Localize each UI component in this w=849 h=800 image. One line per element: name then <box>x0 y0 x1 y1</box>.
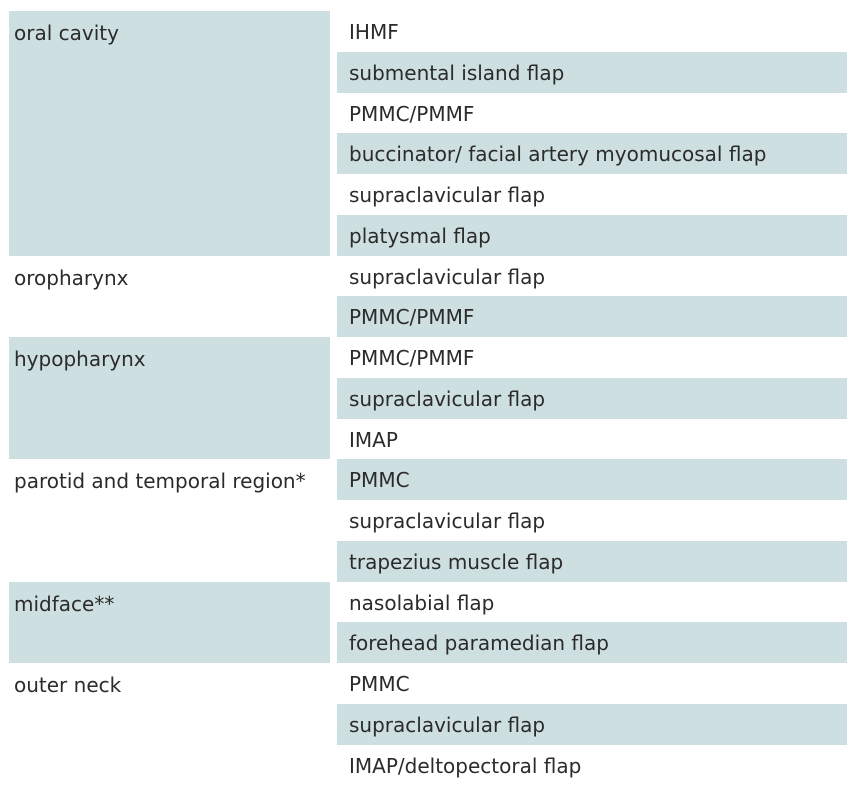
flap-list <box>337 582 847 664</box>
flap-option: IMAP <box>349 427 398 452</box>
flap-option: supraclavicular flap <box>337 704 847 745</box>
region-label: parotid and temporal region* <box>14 469 306 494</box>
flap-option: supraclavicular flap <box>349 509 546 533</box>
region-label: midface** <box>9 582 330 664</box>
flap-option: platysmal flap <box>337 215 847 256</box>
flap-option: PMMC/PMMF <box>349 346 475 370</box>
flap-option: supraclavicular flap <box>349 183 546 207</box>
flap-list <box>337 459 847 581</box>
flap-option: supraclavicular flap <box>337 378 847 419</box>
table-row-group <box>9 256 847 338</box>
region-label: oral cavity <box>9 11 330 256</box>
flap-option: submental island flap <box>337 52 847 93</box>
table-row-group <box>9 663 847 785</box>
flap-option: IMAP/deltopectoral flap <box>349 753 582 778</box>
region-label: hypopharynx <box>9 337 330 459</box>
flap-option: PMMC <box>349 672 410 696</box>
flap-list <box>337 256 847 338</box>
flap-option: trapezius muscle flap <box>337 541 847 582</box>
table-row-group <box>9 11 847 256</box>
table-row-group <box>9 459 847 581</box>
region-label: oropharynx <box>14 265 129 290</box>
flap-option: nasolabial flap <box>349 590 495 615</box>
region-label: outer neck <box>14 673 122 697</box>
flap-option: forehead paramedian flap <box>337 622 847 663</box>
flap-option: buccinator/ facial artery myomucosal flap <box>337 133 847 174</box>
flap-option: supraclavicular flap <box>349 264 546 289</box>
flap-list <box>337 663 847 785</box>
flap-option: PMMC/PMMF <box>337 296 847 337</box>
flap-option: PMMC <box>337 459 847 500</box>
flap-list <box>337 337 847 459</box>
flap-option: PMMC/PMMF <box>349 101 475 126</box>
table-row-group <box>9 582 847 664</box>
flap-list <box>337 11 847 256</box>
flap-option: IHMF <box>349 20 399 44</box>
table-row-group <box>9 337 847 459</box>
